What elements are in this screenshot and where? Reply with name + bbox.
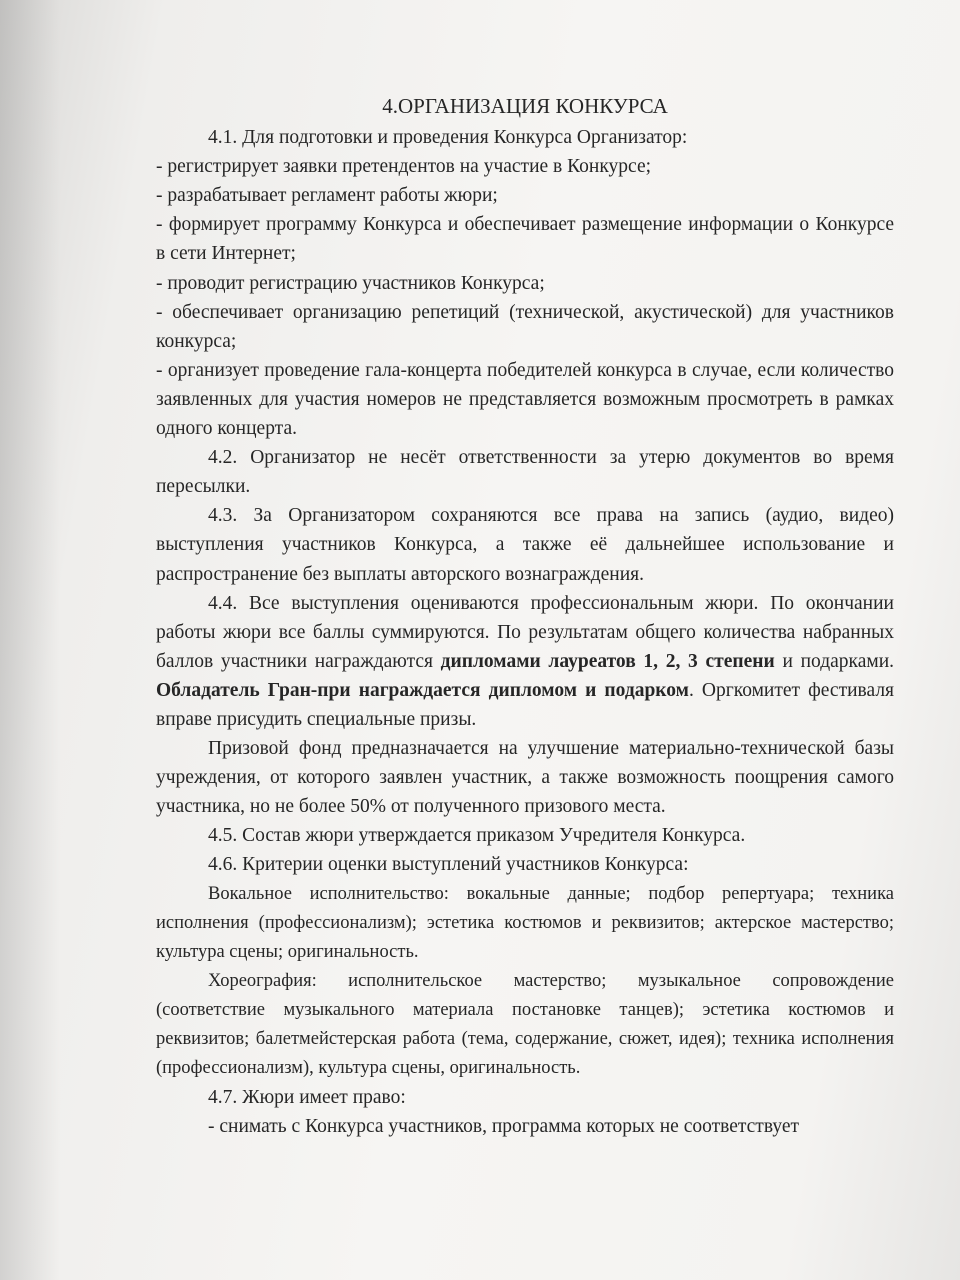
section-title: 4.ОРГАНИЗАЦИЯ КОНКУРСА [382,94,668,118]
clause-4-4-bold-grand-prix: Обладатель Гран-при награждается дипломом и подарком [156,679,689,701]
clause-4-1-item-1: - регистрирует заявки претендентов на участие в Конкурсе; [156,156,652,178]
prize-fund-paragraph: Призовой фонд предназначается на улучшение материально-технической базы учреждения, от которого заявлен участник, а также возможность поощрения самого участника, но не более 50% от полученного призового места. [156,738,894,818]
page-shadow [0,0,60,1280]
clause-4-4-text-a: 4.4. Все выступления оцениваются профессиональным жюри. По окончании работы жюри все баллы суммируются. По результатам общего количества набранных баллов участники награждаются [156,592,894,672]
clause-4-2: 4.2. Организатор не несёт ответственности за утерю документов во время пересылки. [156,447,894,498]
clause-4-1-item-6: - организует проведение гала-концерта победителей конкурса в случае, если количество заявленных для участия номеров не представляется возможным просмотреть в рамках одного концерта. [156,359,894,440]
clause-4-1-item-3: - формирует программу Конкурса и обеспечивает размещение информации о Конкурсе в сети Интернет; [156,214,894,265]
clause-4-6: 4.6. Критерии оценки выступлений участников Конкурса: [208,854,689,876]
clause-4-7-item-1: - снимать с Конкурса участников, программа которых не соответствует [208,1116,800,1138]
clause-4-1-item-5: - обеспечивает организацию репетиций (технической, акустической) для участников конкурса; [156,301,894,352]
criteria-choreography: Хореография: исполнительское мастерство; музыкальное сопровождение (соответствие музыкального материала постановке танцев); эстетика костюмов и реквизитов; балетмейстерская работа (тема, содержание, сюжет, идея); техника исполнения (профессионализм), культура сцены, оригинальность. [156,970,894,1079]
clause-4-1-item-4: - проводит регистрацию участников Конкурса; [156,272,545,294]
clause-4-1: 4.1. Для подготовки и проведения Конкурса Организатор: [208,127,688,149]
clause-4-4-bold-diplomas: дипломами лауреатов 1, 2, 3 степени [440,650,775,672]
clause-4-1-item-2: - разрабатывает регламент работы жюри; [156,185,498,207]
clause-4-5: 4.5. Состав жюри утверждается приказом Учредителя Конкурса. [208,825,746,847]
clause-4-3: 4.3. За Организатором сохраняются все права на запись (аудио, видео) выступления участников Конкурса, а также её дальнейшее использование и распространение без выплаты авторского вознаграждения. [156,505,894,585]
document-body [156,92,894,1141]
clause-4-4-text-d: . Оргкомитет фестиваля вправе присудить специальные призы. [156,679,895,730]
criteria-vocal: Вокальное исполнительство: вокальные данные; подбор репертуара; техника исполнения (профессионализм); эстетика костюмов и реквизитов; актерское мастерство; культура сцены; оригинальность. [156,883,894,962]
clause-4-7: 4.7. Жюри имеет право: [208,1087,406,1109]
clause-4-4-text-c: и подарками. [774,650,895,672]
clause-4-4 [156,589,894,734]
